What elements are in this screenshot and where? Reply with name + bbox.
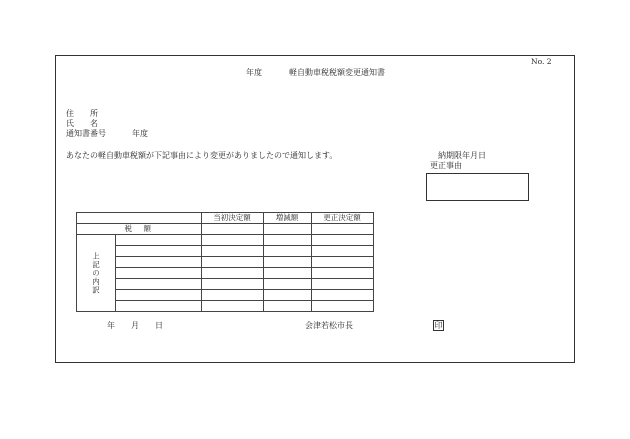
table-header-row xyxy=(77,213,374,224)
table-cell xyxy=(201,257,263,268)
breakdown-label: 上記の内訳 xyxy=(77,235,116,312)
form-title: 軽自動車税税額変更通知書 xyxy=(289,68,385,77)
table-cell xyxy=(201,290,263,301)
table-cell xyxy=(263,235,311,246)
tax-amount-revised-cell xyxy=(311,224,373,235)
table-row xyxy=(77,246,374,257)
table-row xyxy=(77,257,374,268)
header-initial-amount: 当初決定額 xyxy=(201,213,263,224)
tax-amount-initial-cell xyxy=(201,224,263,235)
reason-label: 更正事由 xyxy=(430,161,462,170)
table-cell xyxy=(263,290,311,301)
header-change-amount: 増減額 xyxy=(263,213,311,224)
notice-number-year: 年度 xyxy=(132,129,148,138)
table-row xyxy=(77,279,374,290)
table-cell xyxy=(311,235,373,246)
table-cell xyxy=(311,246,373,257)
table-cell xyxy=(311,279,373,290)
table-cell xyxy=(311,301,373,312)
issuer-name: 会津若松市長 xyxy=(305,321,353,330)
header-blank-cell xyxy=(77,213,202,224)
name-label: 氏 名 xyxy=(66,119,98,128)
table-row xyxy=(77,290,374,301)
table-cell xyxy=(201,301,263,312)
table-cell xyxy=(115,246,201,257)
table-cell xyxy=(263,257,311,268)
table-row xyxy=(77,235,374,246)
notice-message: あなたの軽自動車税額が下記事由により変更がありましたので通知します。 xyxy=(66,151,338,160)
tax-breakdown-table xyxy=(76,212,374,312)
table-cell xyxy=(115,301,201,312)
table-row xyxy=(77,268,374,279)
table-cell xyxy=(115,290,201,301)
table-cell xyxy=(311,268,373,279)
table-cell xyxy=(263,246,311,257)
table-cell xyxy=(311,257,373,268)
tax-amount-row xyxy=(77,224,374,235)
header-revised-amount: 更正決定額 xyxy=(311,213,373,224)
table-cell xyxy=(201,279,263,290)
table-cell xyxy=(263,301,311,312)
address-label: 住 所 xyxy=(66,109,98,118)
table-cell xyxy=(263,279,311,290)
title-year: 年度 xyxy=(246,68,262,77)
notice-form-frame xyxy=(55,55,575,363)
reason-box xyxy=(426,173,529,201)
table-cell xyxy=(115,279,201,290)
table-cell xyxy=(201,246,263,257)
table-cell xyxy=(311,290,373,301)
notice-number-label: 通知書番号 xyxy=(66,129,106,138)
form-number: No. 2 xyxy=(531,57,552,66)
table-cell xyxy=(115,257,201,268)
table-cell xyxy=(115,235,201,246)
table-cell xyxy=(201,235,263,246)
table-cell xyxy=(201,268,263,279)
tax-amount-change-cell xyxy=(263,224,311,235)
table-cell xyxy=(115,268,201,279)
table-cell xyxy=(263,268,311,279)
issue-date: 年 月 日 xyxy=(107,321,163,330)
deadline-label: 納期限年月日 xyxy=(438,151,486,160)
table-row xyxy=(77,301,374,312)
seal-stamp-box: 印 xyxy=(434,321,443,330)
tax-amount-label: 税 額 xyxy=(77,224,202,235)
